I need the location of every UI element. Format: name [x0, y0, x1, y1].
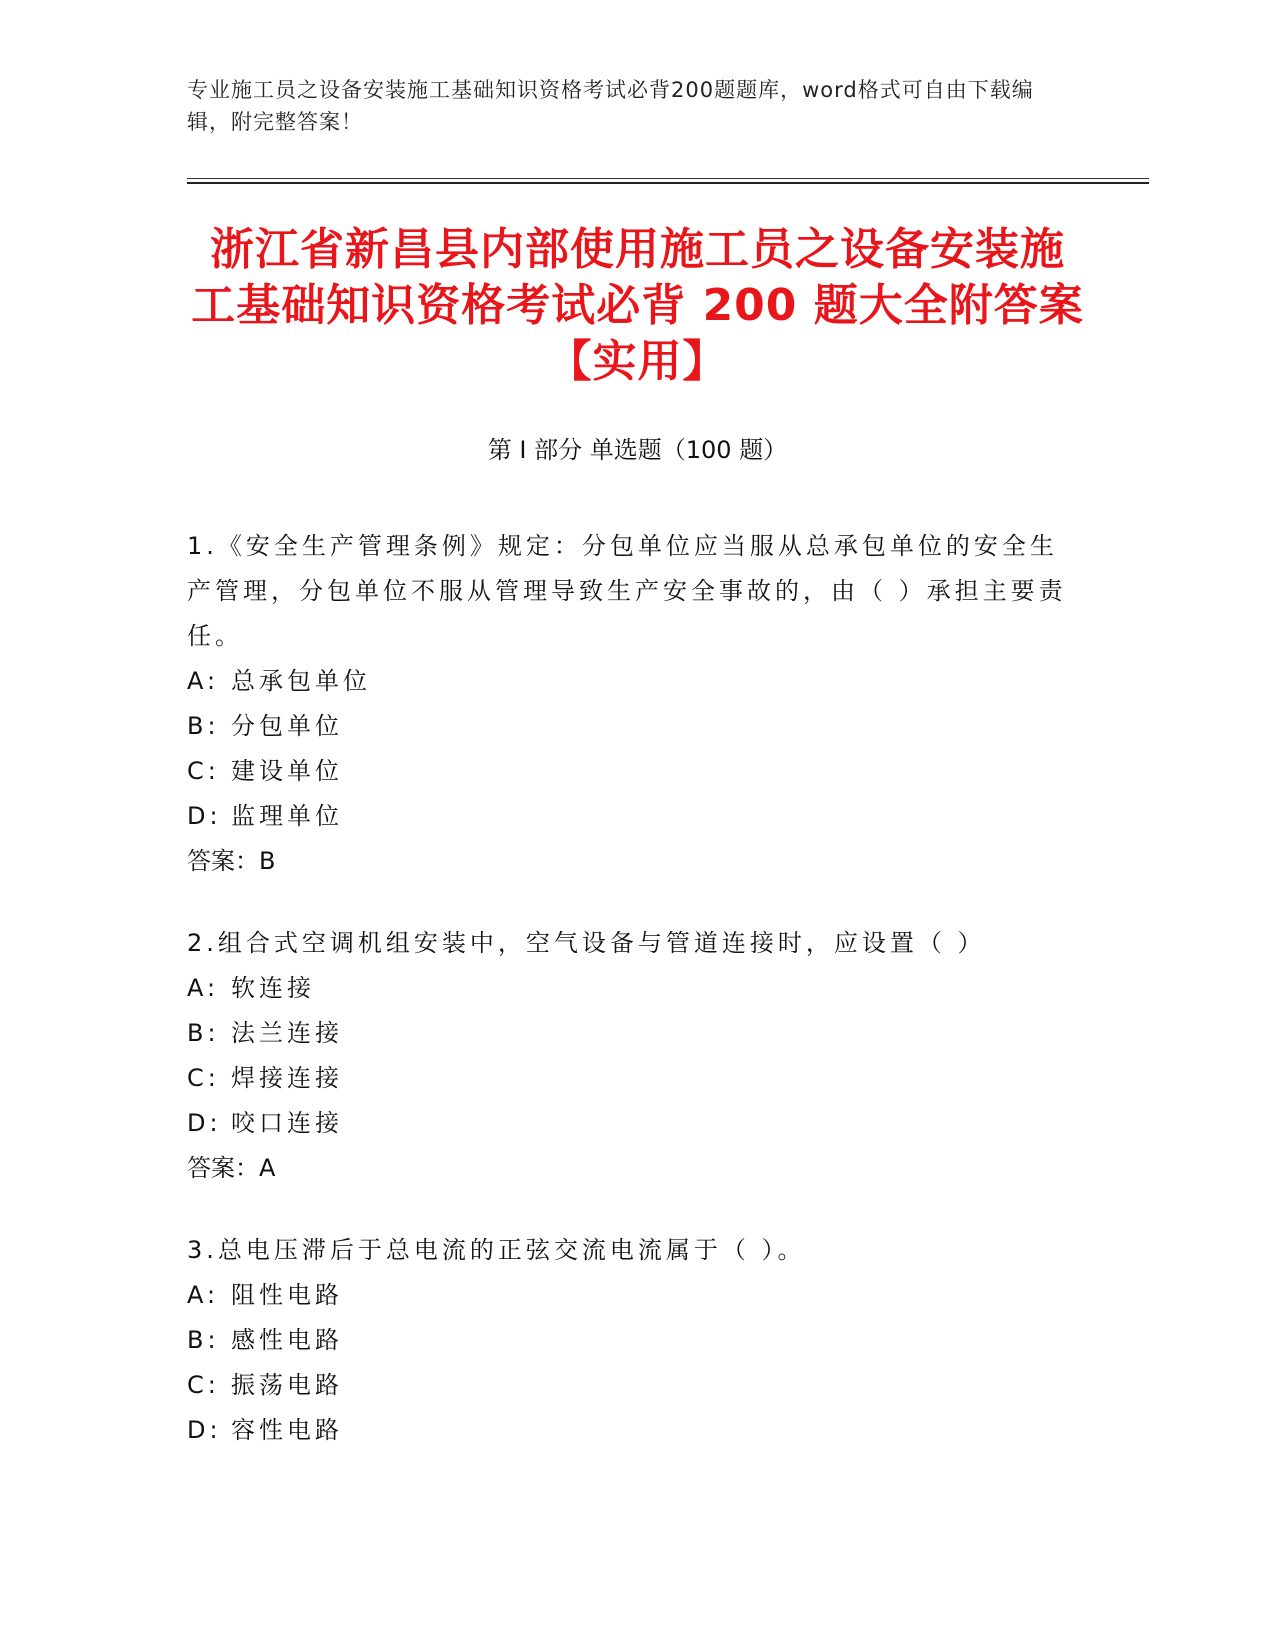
option-c — [187, 749, 1067, 794]
option-text: 振荡电路 — [231, 1371, 343, 1399]
option-key: B: — [187, 1326, 220, 1354]
option-text: 阻性电路 — [231, 1281, 343, 1309]
option-text: 感性电路 — [231, 1326, 343, 1354]
option-key: B: — [187, 712, 220, 740]
question-stem: 3.总电压滞后于总电流的正弦交流电流属于（ ）。 — [187, 1236, 806, 1264]
option-d — [187, 794, 1067, 839]
answer-line: 答案：A — [187, 1154, 276, 1182]
option-key: D: — [187, 1416, 222, 1444]
option-d — [187, 1408, 1067, 1453]
option-key: C: — [187, 1371, 220, 1399]
question-list — [187, 524, 1067, 1490]
option-text: 容性电路 — [231, 1416, 343, 1444]
answer-line: 答案：B — [187, 847, 276, 875]
option-b — [187, 1011, 1067, 1056]
question-1 — [187, 524, 1067, 884]
option-a — [187, 966, 1067, 1011]
question-stem: 2.组合式空调机组安装中，空气设备与管道连接时，应设置（ ） — [187, 929, 986, 957]
question-2 — [187, 921, 1067, 1191]
option-a — [187, 659, 1067, 704]
question-3 — [187, 1228, 1067, 1453]
header-divider-thin — [187, 178, 1149, 179]
document-title-line-2: 工基础知识资格考试必背 200 题大全附答案 — [191, 280, 1084, 331]
option-key: D: — [187, 802, 222, 830]
option-a — [187, 1273, 1067, 1318]
option-key: A: — [187, 667, 220, 695]
option-key: A: — [187, 1281, 220, 1309]
option-key: C: — [187, 1064, 220, 1092]
option-key: B: — [187, 1019, 220, 1047]
option-text: 分包单位 — [231, 712, 343, 740]
option-text: 监理单位 — [231, 802, 343, 830]
header-note: 专业施工员之设备安装施工基础知识资格考试必背200题题库，word格式可自由下载编辑，附完整答案！ — [187, 78, 1034, 134]
option-text: 总承包单位 — [231, 667, 371, 695]
option-text: 法兰连接 — [231, 1019, 343, 1047]
question-stem: 1.《安全生产管理条例》规定：分包单位应当服从总承包单位的安全生产管理，分包单位不服从管理导致生产安全事故的，由（ ）承担主要责任。 — [187, 532, 1067, 650]
option-b — [187, 1318, 1067, 1363]
option-text: 软连接 — [231, 974, 315, 1002]
header-divider-thick — [187, 182, 1149, 184]
section-title: 第 I 部分 单选题（100 题） — [487, 436, 788, 464]
document-title-line-1: 浙江省新昌县内部使用施工员之设备安装施 — [210, 224, 1065, 275]
option-text: 咬口连接 — [231, 1109, 343, 1137]
option-key: C: — [187, 757, 220, 785]
document-title-line-3: 【实用】 — [547, 336, 728, 387]
option-key: A: — [187, 974, 220, 1002]
option-key: D: — [187, 1109, 222, 1137]
option-d — [187, 1101, 1067, 1146]
option-c — [187, 1056, 1067, 1101]
document-title — [150, 222, 1125, 390]
option-c — [187, 1363, 1067, 1408]
option-text: 建设单位 — [231, 757, 343, 785]
option-text: 焊接连接 — [231, 1064, 343, 1092]
option-b — [187, 704, 1067, 749]
